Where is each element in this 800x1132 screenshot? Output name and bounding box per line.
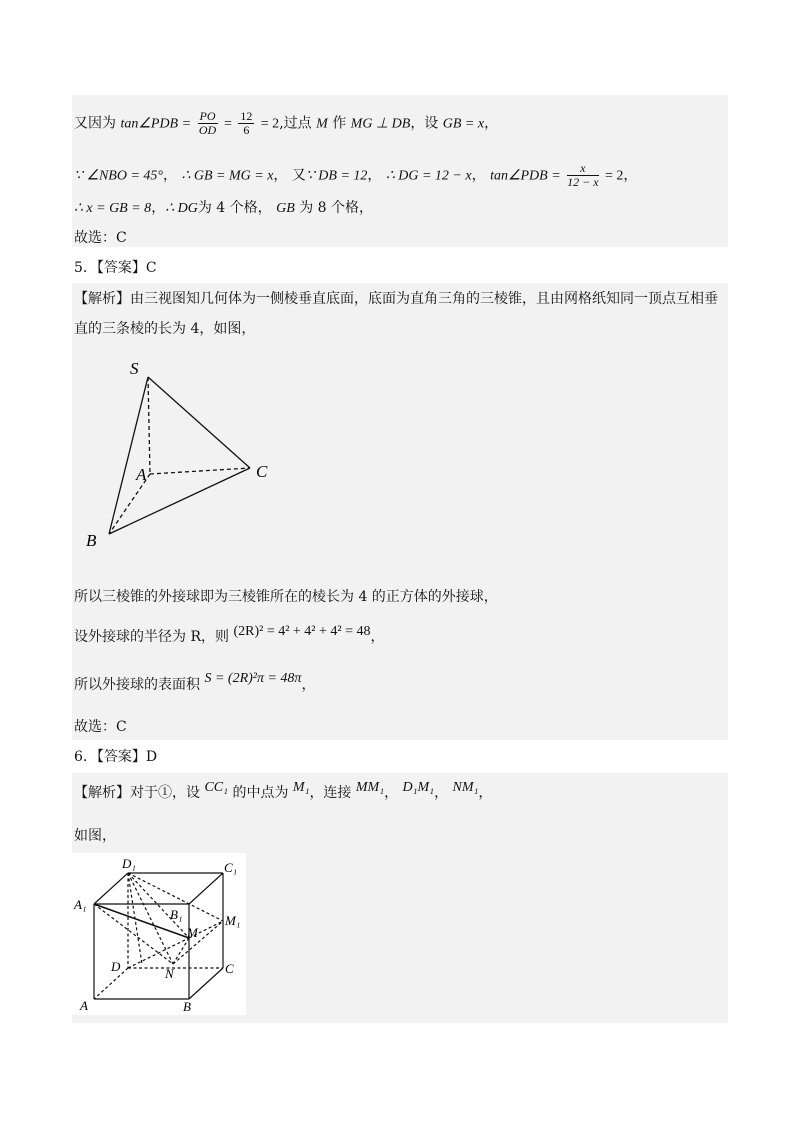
block3-line2: 如图， — [74, 828, 116, 844]
block1-line1: 又因为 tan∠PDB = $\frac{PO}{OD}$ = $\frac{12}{6}$ = 2,过点 M 作 MG ⊥ DB，设 GB = x， — [74, 109, 499, 137]
label-d: D — [111, 959, 121, 974]
edge-ac — [150, 468, 250, 474]
edge-sc — [148, 377, 250, 468]
label-a1: A₁ — [74, 897, 87, 912]
block2-line3: 所以三棱锥的外接球即为三棱锥所在的棱长为 4 的正方体的外接球， — [74, 589, 498, 605]
answer-6: 6．【答案】D — [74, 749, 158, 765]
label-b: B — [86, 531, 97, 550]
block2-line5: 所以外接球的表面积 S = (2R)²π = 48π， — [74, 671, 316, 693]
label-c1: C₁ — [224, 860, 238, 875]
fraction-x-12-x: $\frac{x}{12 - x}$ — [567, 161, 599, 189]
block1-line2: ∵ ∠NBO = 45°， ∴ GB = MG = x， 又∵ DB = 12， ∴ DG = 12 − x， tan∠PDB = $\frac{x}{12 - x}$ = 2， — [74, 161, 638, 189]
answer-5: 5．【答案】C — [74, 260, 157, 276]
surface-area-equation: S = (2R)²π = 48π — [204, 671, 302, 686]
label-n: N — [165, 966, 174, 981]
label-c: C — [225, 961, 234, 976]
mg-perp-db: MG ⊥ DB — [350, 116, 411, 132]
block1-line4: 故选：C — [74, 230, 127, 246]
radius-equation: (2R)² = 4² + 4² + 4² = 48 — [233, 624, 371, 639]
label-m1: M₁ — [225, 913, 241, 928]
block3-line1: 【解析】对于①，设 CC₁ 的中点为 M₁，连接 MM₁， D₁M₁， NM₁， — [74, 780, 493, 801]
label-d1: D₁ — [122, 856, 136, 871]
edge-sb — [109, 377, 148, 534]
label-m: M — [187, 925, 198, 940]
edge-sa — [148, 377, 150, 474]
fraction-12-6: $\frac{12}{6}$ — [240, 109, 253, 137]
fraction-po-od: $\frac{PO}{OD}$ — [198, 109, 217, 137]
label-a: A — [136, 465, 147, 484]
block2-line1: 【解析】由三视图知几何体为一侧棱垂直底面，底面为直角三角的三棱锥，且由网格纸知同一顶点互相垂 — [74, 291, 718, 307]
label-a: A — [80, 998, 88, 1013]
cube-figure — [72, 853, 246, 1015]
triangular-pyramid-figure — [72, 350, 312, 560]
edge-bc — [109, 468, 250, 534]
label-b1: B₁ — [170, 907, 183, 922]
tan-pdb: tan∠PDB = — [120, 116, 192, 132]
label-b: B — [183, 999, 191, 1014]
block2-line2: 直的三条棱的长为 4，如图， — [74, 321, 256, 337]
block2-line4: 设外接球的半径为 R，则 (2R)² = 4² + 4² + 4² = 48， — [74, 624, 385, 645]
block1-line3: ∴ x = GB = 8，∴ DG为 4 个格， GB 为 8 个格， — [74, 200, 374, 216]
label-c: C — [256, 462, 268, 481]
label-s: S — [130, 359, 139, 378]
block2-line6: 故选：C — [74, 719, 127, 735]
